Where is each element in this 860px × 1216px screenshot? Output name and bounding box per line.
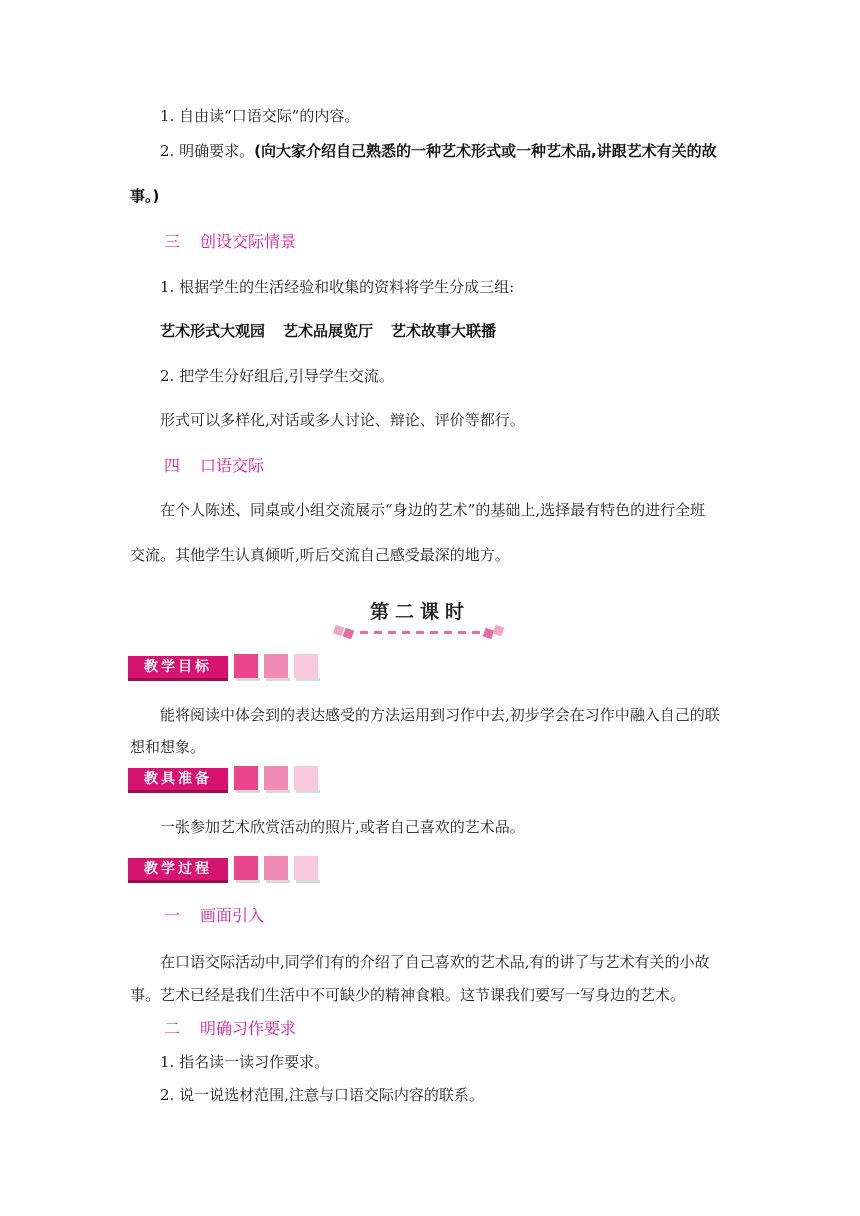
process-section-1-title: 画面引入 [200, 906, 265, 925]
section-3-p2: 2. 把学生分好组后,引导学生交流。 [160, 367, 394, 385]
process-section-2-title: 明确习作要求 [200, 1019, 297, 1038]
section-3-p1: 1. 根据学生的生活经验和收集的资料将学生分成三组: [160, 278, 515, 296]
step-2-requirement: (向大家介绍自己熟悉的一种艺术形式或一种艺术品,讲跟艺术有关的故 [254, 142, 717, 160]
step-1: 1. 自由读“口语交际”的内容。 [160, 107, 360, 125]
step-2 [160, 141, 717, 161]
section-4-p1: 在个人陈述、同桌或小组交流展示“身边的艺术”的基础上,选择最有特色的进行全班 [160, 501, 706, 519]
lesson-banner [334, 598, 504, 644]
materials-heading: 教具准备 [128, 768, 228, 793]
goals-p1: 能将阅读中体会到的表达感受的方法运用到习作中去,初步学会在习作中融入自己的联 [160, 706, 720, 724]
section-3-p3: 形式可以多样化,对话或多人讨论、辩论、评价等都行。 [160, 411, 525, 429]
step-2-requirement-cont: 事。) [130, 187, 160, 205]
goals-heading: 教学目标 [128, 656, 228, 681]
section-3-heading [164, 232, 296, 252]
section-4-title: 口语交际 [200, 456, 265, 475]
group-item: 艺术形式大观园 [160, 322, 266, 340]
section-4-p1-cont: 交流。其他学生认真倾听,听后交流自己感受最深的地方。 [130, 546, 510, 564]
section-4-heading [164, 456, 264, 476]
process-section-2-p2: 2. 说一说选材范围,注意与口语交际内容的联系。 [160, 1086, 484, 1104]
process-section-2-p1: 1. 指名读一读习作要求。 [160, 1053, 330, 1071]
section-4-number: 四 [164, 456, 181, 475]
section-3-number: 三 [164, 232, 181, 251]
process-section-1-heading [164, 906, 264, 926]
goals-p1-cont: 想和想象。 [130, 738, 206, 756]
section-3-title: 创设交际情景 [200, 232, 297, 251]
step-2-prefix: 2. 明确要求。 [160, 142, 255, 160]
group-item: 艺术故事大联播 [391, 322, 497, 340]
process-heading: 教学过程 [128, 858, 228, 883]
group-item: 艺术品展览厅 [283, 322, 374, 340]
lesson-title: 第二课时 [369, 601, 470, 623]
process-section-2-number: 二 [164, 1019, 181, 1038]
process-section-1-p1-cont: 事。艺术已经是我们生活中不可缺少的精神食粮。这节课我们要写一写身边的艺术。 [130, 986, 686, 1004]
goals-heading-tag [128, 654, 318, 684]
process-heading-tag [128, 856, 318, 886]
decorative-dash-bar [334, 626, 504, 638]
group-list [160, 321, 514, 341]
process-section-1-number: 一 [164, 906, 181, 925]
materials-p1: 一张参加艺术欣赏活动的照片,或者自己喜欢的艺术品。 [160, 818, 525, 836]
process-section-1-p1: 在口语交际活动中,同学们有的介绍了自己喜欢的艺术品,有的讲了与艺术有关的小故 [160, 953, 710, 971]
process-section-2-heading [164, 1019, 296, 1039]
materials-heading-tag [128, 766, 318, 796]
